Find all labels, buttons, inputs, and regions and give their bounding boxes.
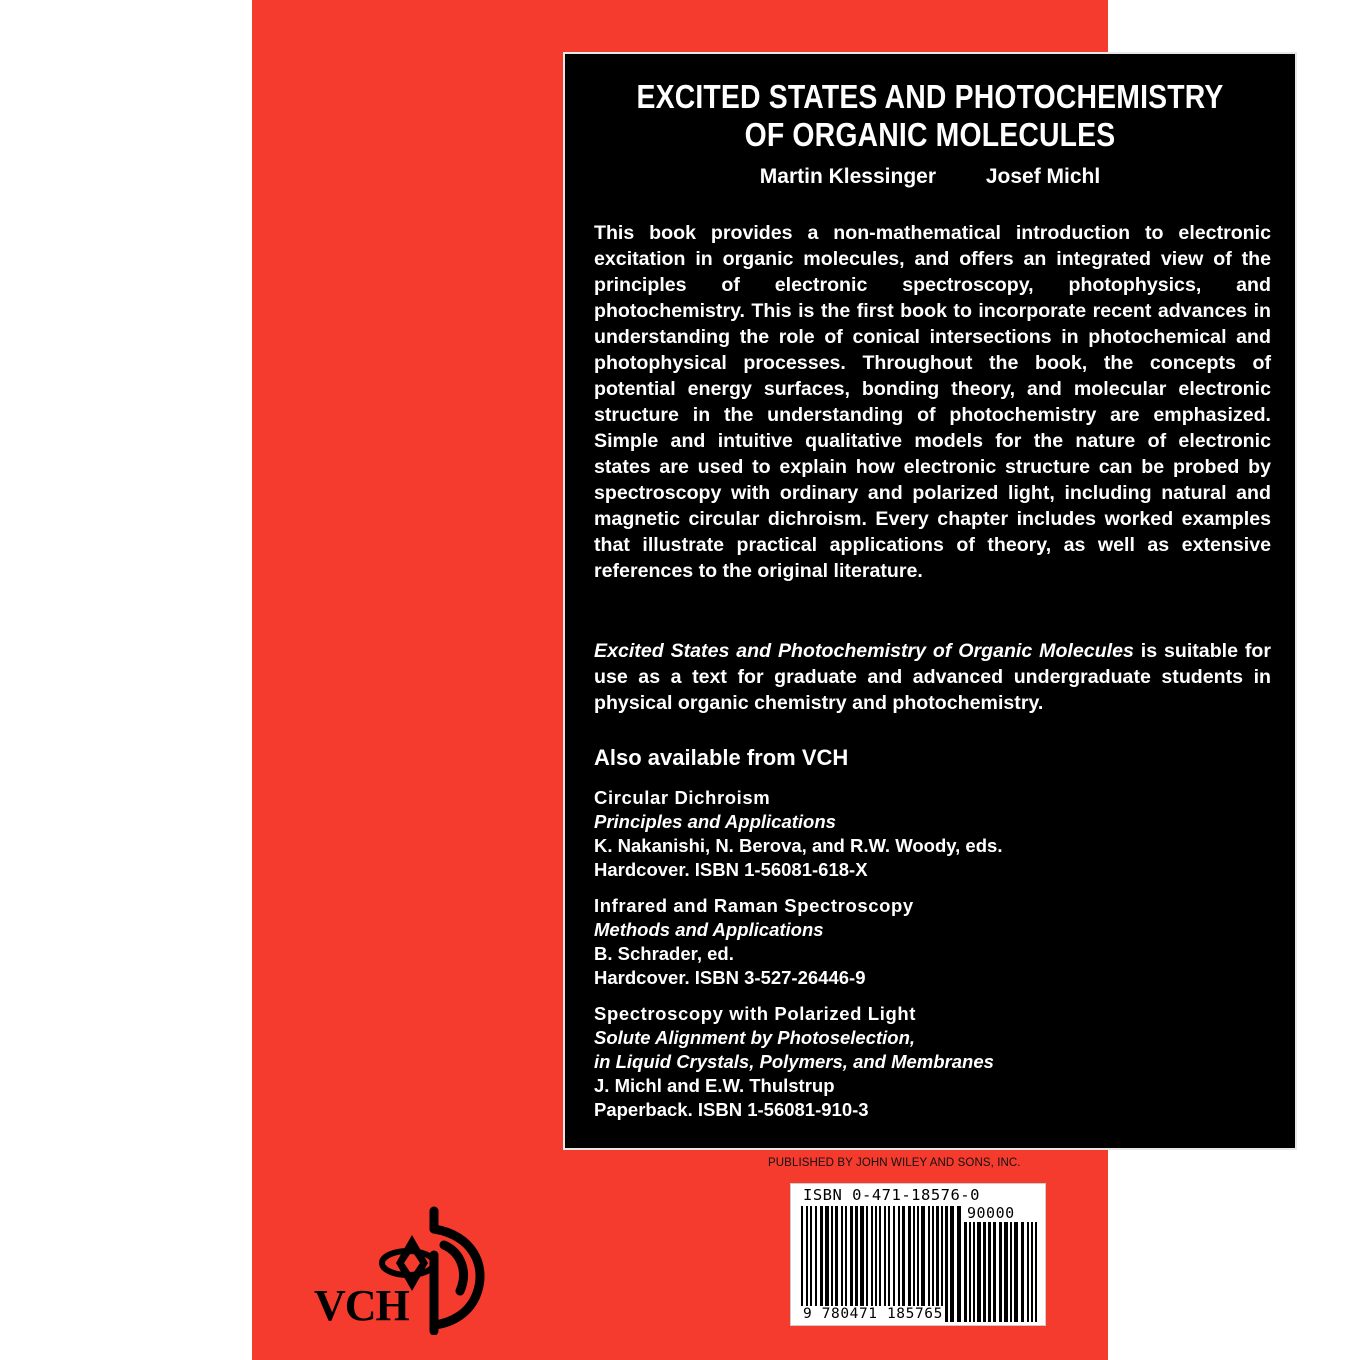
suitability-text: is suitable for use as a text for graduate and advanced undergraduate students in physical organic chemistry and photochemistry. <box>594 640 1271 714</box>
isbn-text: ISBN 0-471-18576-0 <box>803 1186 980 1204</box>
related-book-title: Circular Dichroism <box>594 787 771 808</box>
publisher-line: PUBLISHED BY JOHN WILEY AND SONS, INC. <box>768 1157 1021 1169</box>
related-book-title: Spectroscopy with Polarized Light <box>594 1003 917 1024</box>
related-book-authors: K. Nakanishi, N. Berova, and R.W. Woody, eds. <box>594 835 1003 856</box>
related-book-title: Infrared and Raman Spectroscopy <box>594 895 914 916</box>
related-book-edition: Hardcover. ISBN 3-527-26446-9 <box>594 967 866 988</box>
related-book-edition: Paperback. ISBN 1-56081-910-3 <box>594 1099 869 1120</box>
author-1: Martin Klessinger <box>759 165 936 188</box>
author-2: Josef Michl <box>985 165 1101 188</box>
ean-digits: 9 780471 185765 <box>803 1306 943 1322</box>
title-line-2: OF ORGANIC MOLECULES <box>744 116 1116 153</box>
description-panel <box>563 52 1297 1150</box>
book-title <box>616 78 1244 154</box>
suitability-book-title: Excited States and Photochemistry of Organic Molecules <box>594 640 1134 662</box>
title-line-1: EXCITED STATES AND PHOTOCHEMISTRY <box>636 78 1224 115</box>
related-book-subtitle: Solute Alignment by Photoselection, <box>594 1027 916 1048</box>
vch-logo-text: VCH <box>314 1281 409 1330</box>
related-book-authors: J. Michl and E.W. Thulstrup <box>594 1075 835 1096</box>
related-book-3 <box>594 1002 1271 1122</box>
related-book-subtitle-2: in Liquid Crystals, Polymers, and Membranes <box>594 1051 994 1072</box>
suitability-note <box>594 638 1271 716</box>
authors <box>565 164 1295 190</box>
book-back-cover <box>252 0 1271 1360</box>
related-book-edition: Hardcover. ISBN 1-56081-618-X <box>594 859 868 880</box>
related-book-subtitle: Methods and Applications <box>594 919 824 940</box>
price-code: 90000 <box>967 1204 1015 1222</box>
related-book-2 <box>594 894 1271 990</box>
also-available-heading: Also available from VCH <box>594 745 849 770</box>
related-book-1 <box>594 786 1271 882</box>
isbn-barcode <box>790 1183 1046 1326</box>
related-book-subtitle: Principles and Applications <box>594 811 836 832</box>
book-description: This book provides a non-mathematical introduction to electronic excitation in organic molecules, and offers an integrated view of the principles of electronic spectroscopy, photophysics, and photochemistry. This is the first book to incorporate recent advances in understanding the role of conical intersections in photochemical and photophysical processes. Throughout the book, the concepts of potential energy surfaces, bonding theory, and molecular electronic structure in the understanding of photochemistry are emphasized. Simple and intuitive qualitative models for the nature of electronic states are used to explain how electronic structure can be probed by spectroscopy with ordinary and polarized light, including natural and magnetic circular dichroism. Every chapter includes worked examples that illustrate practical applications of theory, as well as extensive references to the original literature. <box>594 222 1271 582</box>
related-book-authors: B. Schrader, ed. <box>594 943 734 964</box>
